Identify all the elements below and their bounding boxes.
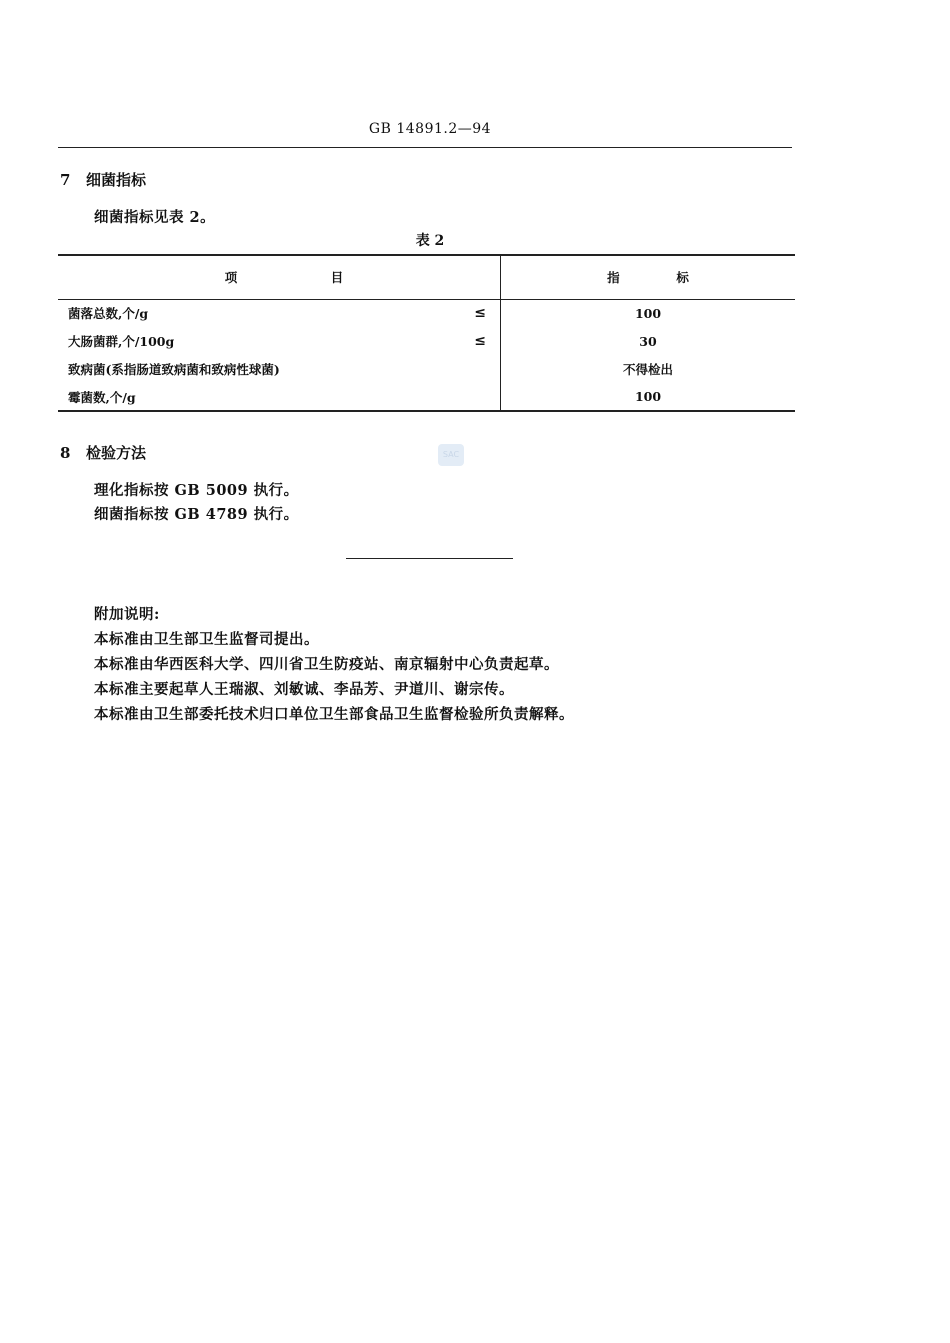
- table-row: [58, 327, 795, 355]
- section-7-heading: [60, 169, 146, 190]
- note-line: 本标准由卫生部委托技术归口单位卫生部食品卫生监督检验所负责解释。: [94, 706, 574, 723]
- note-line: 本标准主要起草人王瑞淑、刘敏诚、李品芳、尹道川、谢宗传。: [94, 681, 514, 698]
- row-item-label: 致病菌(系指肠道致病菌和致病性球菌): [68, 362, 280, 377]
- row-item: [58, 355, 501, 383]
- header-value-a: 指: [607, 270, 620, 286]
- section-7-body: 细菌指标见表 2。: [94, 209, 216, 226]
- row-item-label: 菌落总数,个/g: [68, 306, 149, 322]
- table-row: [58, 383, 795, 411]
- header-value-b: 标: [676, 270, 689, 286]
- table-header-row: [58, 255, 795, 299]
- header-divider: [58, 147, 792, 148]
- row-item: [58, 383, 501, 411]
- table-row: [58, 355, 795, 383]
- leq-symbol: ≤: [474, 305, 486, 322]
- row-value: 100: [634, 305, 662, 321]
- leq-symbol: ≤: [474, 333, 486, 349]
- document-code-header: GB 14891.2—94: [368, 121, 492, 137]
- note-line: 本标准由卫生部卫生监督司提出。: [94, 631, 319, 648]
- header-item-a: 项: [224, 270, 238, 286]
- row-item-label: 霉菌数,个/g: [68, 389, 136, 405]
- row-value: 不得检出: [622, 362, 673, 377]
- row-item: [58, 299, 501, 327]
- row-item: [58, 327, 501, 355]
- section-8-line-1: 理化指标按 GB 5009 执行。: [94, 482, 299, 499]
- header-value-cell: [501, 255, 796, 299]
- section-8-number: 8: [60, 444, 71, 462]
- row-value: 100: [501, 383, 796, 411]
- row-item-label: 大肠菌群,个/100g: [68, 334, 175, 349]
- section-8-heading: [60, 442, 146, 463]
- section-8-title: 检验方法: [86, 444, 147, 462]
- note-line: 本标准由华西医科大学、四川省卫生防疫站、南京辐射中心负责起草。: [94, 656, 559, 673]
- section-8-line-2: 细菌指标按 GB 4789 执行。: [94, 506, 299, 523]
- table-row: [58, 299, 795, 327]
- notes-title: 附加说明:: [94, 606, 160, 623]
- watermark-logo: SAC: [438, 444, 464, 466]
- header-item-b: 目: [330, 270, 344, 286]
- row-value: 30: [639, 333, 657, 349]
- bacteria-spec-table: [58, 254, 795, 412]
- section-7-number: 7: [60, 171, 71, 189]
- header-item-cell: [58, 255, 501, 299]
- table-caption: 表 2: [415, 233, 445, 249]
- section-7-title: 细菌指标: [86, 171, 147, 189]
- end-divider: [346, 558, 513, 559]
